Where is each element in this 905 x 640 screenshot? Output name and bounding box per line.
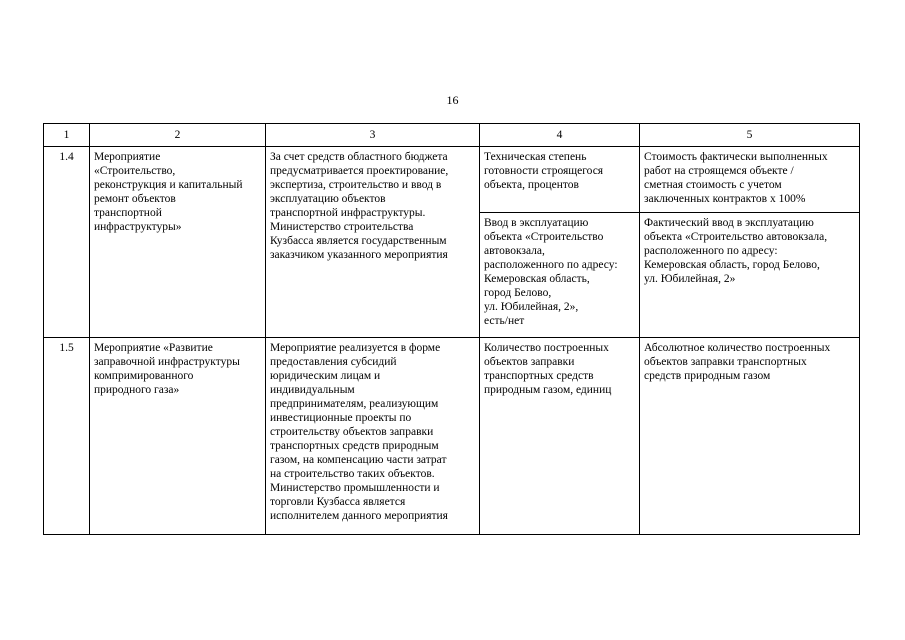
indicator-method: Стоимость фактически выполненных работ на строящемся объекте / сметная стоимость с учетом заключенных контрактов x 100% [640,147,860,213]
indicator-name: Ввод в эксплуатацию объекта «Строительство автовокзала, расположенного по адресу: Кемеровская область, город Белово, ул. Юбилейная, 2», есть/нет [480,213,640,338]
event-description: Мероприятие реализуется в форме предоставления субсидий юридическим лицам и индивидуальным предпринимателям, реализующим инвестиционные проекты по строительству объектов заправки транспортных средств природным газом, на компенсацию части затрат на строительство таких объектов. Министерство промышленности и торговли Кузбасса является исполнителем данного мероприятия [266,338,480,535]
header-cell-4: 4 [480,124,640,147]
header-cell-5: 5 [640,124,860,147]
page-number: 16 [446,93,459,107]
header-cell-1: 1 [44,124,90,147]
measures-table [43,123,860,535]
table-row [44,147,860,213]
event-description: За счет средств областного бюджета предусматривается проектирование, экспертиза, строительство и ввод в эксплуатацию объектов транспортной инфраструктуры. Министерство строительства Кузбасса является государственным заказчиком указанного мероприятия [266,147,480,338]
header-cell-3: 3 [266,124,480,147]
table-header-row [44,124,860,147]
header-cell-2: 2 [90,124,266,147]
indicator-method: Фактический ввод в эксплуатацию объекта «Строительство автовокзала, расположенного по адресу: Кемеровская область, город Белово, ул. Юбилейная, 2» [640,213,860,338]
row-number: 1.5 [44,338,90,535]
row-number: 1.4 [44,147,90,338]
indicator-name: Количество построенных объектов заправки транспортных средств природным газом, единиц [480,338,640,535]
event-name: Мероприятие «Развитие заправочной инфраструктуры компримированного природного газа» [90,338,266,535]
table-row [44,338,860,535]
indicator-method: Абсолютное количество построенных объектов заправки транспортных средств природным газом [640,338,860,535]
event-name: Мероприятие «Строительство, реконструкция и капитальный ремонт объектов транспортной инфраструктуры» [90,147,266,338]
indicator-name: Техническая степень готовности строящегося объекта, процентов [480,147,640,213]
